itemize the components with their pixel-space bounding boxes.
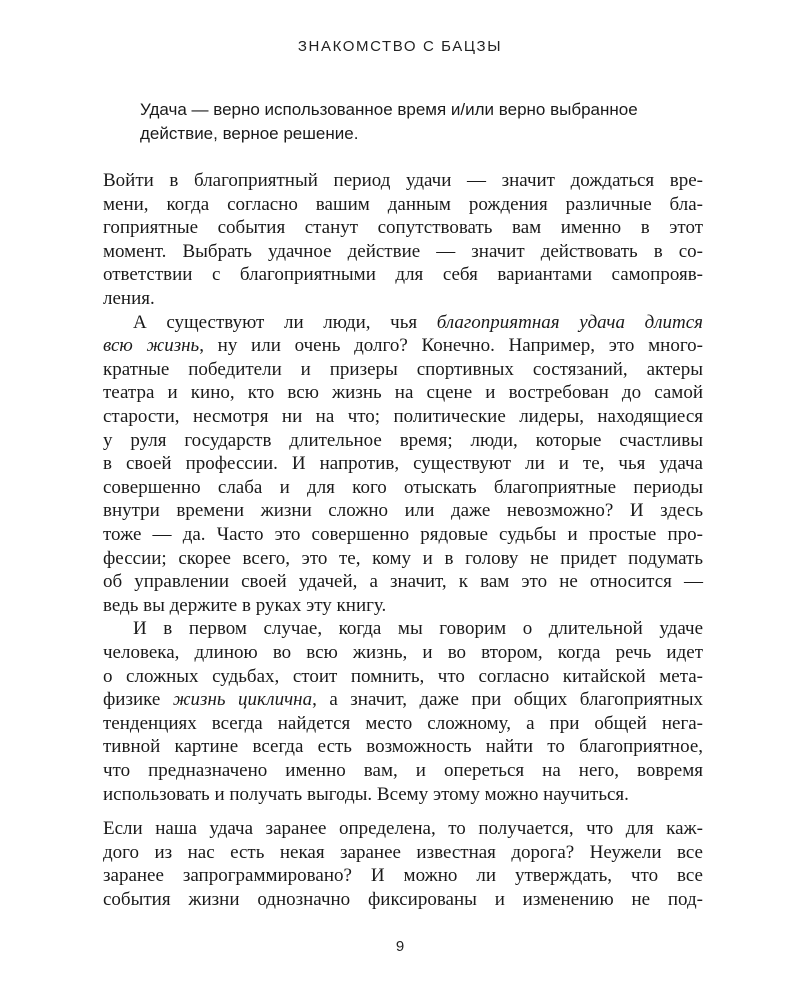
text-line: человека, длиною во всю жизнь, и во втором, когда речь идет	[103, 641, 703, 663]
definition-line: действие, верное решение.	[140, 123, 359, 143]
paragraph	[103, 169, 703, 311]
text-line: старости, несмотря ни на что; политические лидеры, находящиеся	[103, 405, 703, 427]
text-line: тивной картине всегда есть возможность найти то благоприятное,	[103, 736, 703, 758]
text-line: использовать и получать выгоды. Всему этому можно научиться.	[103, 783, 629, 805]
text-line: Войти в благоприятный период удачи — значит дождаться вре-	[103, 170, 703, 191]
text-line: момент. Выбрать удачное действие — значит действовать в со-	[103, 240, 703, 262]
text-line: ления.	[103, 287, 155, 309]
text-run: А существуют ли люди, чья	[133, 311, 437, 333]
text-line: И в первом случае, когда мы говорим о длительной удаче	[133, 618, 703, 640]
definition-callout	[140, 98, 710, 145]
text-line: фессии; скорее всего, это те, кому и в голову не придет подумать	[103, 547, 703, 569]
definition-line: Удача — верно использованное время и/или верно выбранное	[140, 100, 638, 119]
text-line: что предназначено именно вам, и опереться на него, вовремя	[103, 759, 703, 781]
text-line: гоприятные события станут сопутствовать вам именно в этот	[103, 217, 703, 239]
text-line: тенденциях всегда найдется место сложному, а при общей нега-	[103, 712, 703, 734]
text-run: физике	[103, 689, 173, 711]
text-line: о сложных судьбах, стоит помнить, что согласно китайской мета-	[103, 665, 703, 687]
paragraph	[103, 617, 703, 806]
text-line: об управлении своей удачей, а значит, к вам это не относится —	[103, 571, 703, 593]
text-line	[103, 311, 703, 335]
text-line: Если наша удача заранее определена, то получается, что для каж-	[103, 818, 703, 839]
text-line: совершенно слаба и для кого отыскать благоприятные периоды	[103, 476, 703, 498]
text-line: тоже — да. Часто это совершенно рядовые судьбы и простые про-	[103, 523, 703, 545]
text-line: театра и кино, кто всю жизнь на сцене и востребован до самой	[103, 382, 703, 404]
text-line: ведь вы держите в руках эту книгу.	[103, 594, 387, 616]
text-run: , ну или очень долго? Конечно. Например, это много-	[199, 335, 703, 357]
text-line	[103, 688, 703, 712]
text-line: мени, когда согласно вашим данным рождения различные бла-	[103, 193, 703, 215]
paragraph	[103, 817, 703, 911]
text-line: события жизни однозначно фиксированы и изменению не под-	[103, 888, 703, 910]
page-number: 9	[395, 938, 405, 955]
text-line: кратные победители и призеры спортивных состязаний, актеры	[103, 358, 703, 380]
emphasis: всю жизнь	[103, 335, 200, 357]
text-line: внутри времени жизни сложно или даже невозможно? И здесь	[103, 500, 703, 522]
text-line: ответствии с благоприятными для себя вариантами самопрояв-	[103, 264, 703, 286]
emphasis: жизнь циклична	[172, 689, 313, 711]
text-line: дого из нас есть некая заранее известная дорога? Неужели все	[103, 841, 703, 863]
running-title: ЗНАКОМСТВО С БАЦЗЫ	[297, 38, 503, 55]
text-run: , а значит, даже при общих благоприятных	[312, 689, 703, 711]
paragraph	[103, 311, 703, 618]
text-line: у руля государств длительное время; люди, которые счастливы	[103, 429, 703, 451]
text-line: заранее запрограммировано? И можно ли утверждать, что все	[103, 865, 703, 887]
emphasis: благоприятная удача длится	[436, 311, 703, 333]
text-line: в своей профессии. И напротив, существуют ли и те, чья удача	[103, 453, 703, 475]
text-line	[103, 334, 703, 358]
